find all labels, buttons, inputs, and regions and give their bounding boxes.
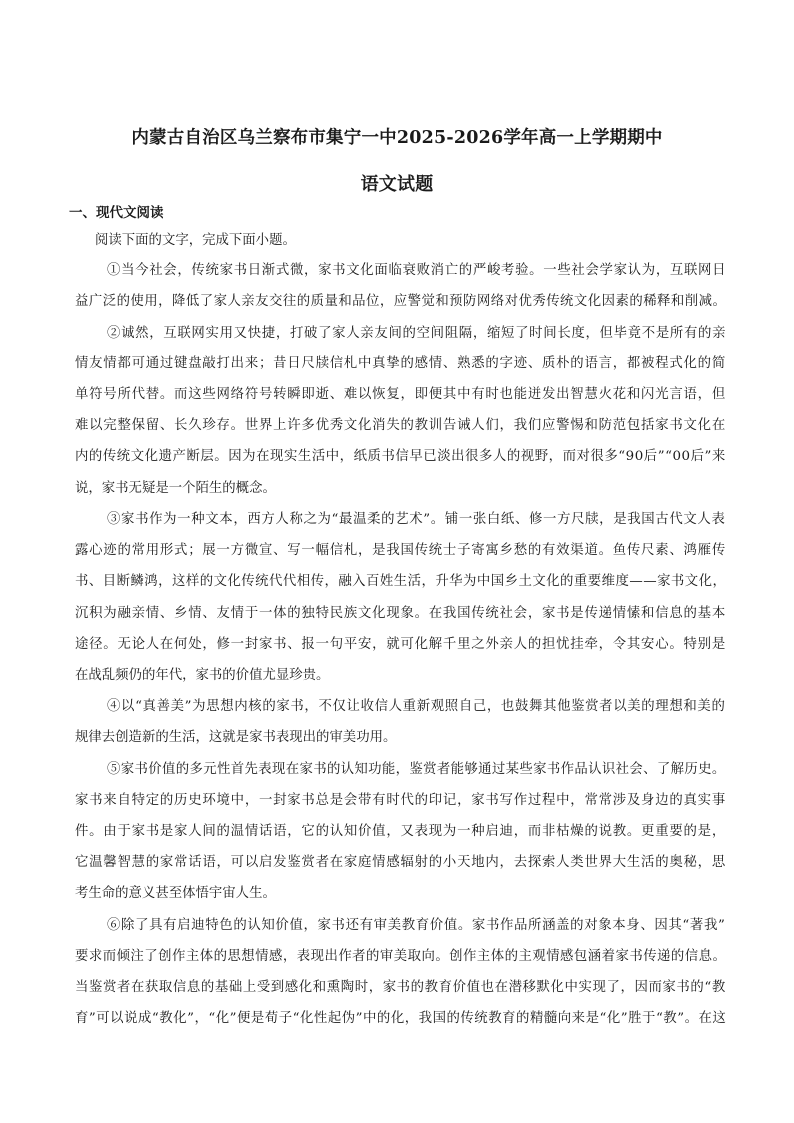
- exam-title: 内蒙古自治区乌兰察布市集宁一中2025-2026学年高一上学期期中: [131, 128, 663, 148]
- text-line: 途径。无论人在何处，修一封家书、报一句平安，就可化解千里之外亲人的担忧挂牵，令其安心。特别是: [75, 637, 726, 652]
- text-line: ④以“真善美”为思想内核的家书，不仅让收信人重新观照自己，也鼓舞其他鉴赏者以美的理想和美的: [107, 699, 726, 714]
- text-line: ②诚然，互联网实用又快捷，打破了家人亲友间的空间阻隔，缩短了时间长度，但毕竟不是所有的亲: [107, 326, 727, 341]
- exam-subtitle: 语文试题: [360, 174, 434, 195]
- text-line: 内的传统文化遗产断层。因为在现实生活中，纸质书信早已淡出很多人的视野，而对很多“90后”“00后”来: [75, 449, 726, 464]
- text-line: 规律去创造新的生活，这就是家书表现出的审美功用。: [75, 730, 397, 745]
- text-line: 说，家书无疑是一个陌生的概念。: [75, 481, 276, 496]
- text-line: 件。由于家书是家人间的温情话语，它的认知价值，又表现为一种启迪，而非枯燥的说教。更重要的是，: [75, 824, 726, 839]
- text-line: ⑥除了具有启迪特色的认知价值，家书还有审美教育价值。家书作品所涵盖的对象本身、因其“著我”: [107, 918, 726, 933]
- text-line: 情友情都可通过键盘敲打出来；昔日尺牍信札中真挚的感情、熟悉的字迹、质朴的语言，都被程式化的简: [75, 356, 726, 371]
- text-line: 考生命的意义甚至体悟宇宙人生。: [75, 886, 276, 901]
- text-line: 露心迹的常用形式；展一方微宣、写一幅信札，是我国传统士子寄寓乡愁的有效渠道。鱼传尺素、鸿雁传: [75, 543, 726, 558]
- text-line: 难以完整保留、长久珍存。世界上许多优秀文化消失的教训告诫人们，我们应警惕和防范包括家书文化在: [75, 418, 726, 433]
- text-line: ③家书作为一种文本，西方人称之为“最温柔的艺术”。铺一张白纸、修一方尺牍，是我国古代文人表: [107, 512, 726, 527]
- text-line: 在战乱频仍的年代，家书的价值尤显珍贵。: [75, 668, 330, 683]
- reading-instruction: 阅读下面的文字，完成下面小题。: [95, 233, 296, 248]
- text-line: 要求而倾注了创作主体的思想情感，表现出作者的审美取向。创作主体的主观情感包涵着家书传递的信息。: [75, 949, 727, 964]
- text-line: ⑤家书价值的多元性首先表现在家书的认知功能，鉴赏者能够通过某些家书作品认识社会、了解历史。: [107, 762, 726, 777]
- text-line: 育”可以说成“教化”，“化”便是荀子“化性起伪”中的化，我国的传统教育的精髓向来是“化”胜于“教”。在这: [75, 1011, 727, 1026]
- text-line: 书、目断鳞鸿，这样的文化传统代代相传，融入百姓生活，升华为中国乡土文化的重要维度——家书文化，: [75, 574, 727, 589]
- text-line: 沉积为融亲情、乡情、友情于一体的独特民族文化现象。在我国传统社会，家书是传递情愫和信息的基本: [75, 606, 726, 621]
- text-line: ①当今社会，传统家书日渐式微，家书文化面临衰败消亡的严峻考验。一些社会学家认为，互联网日: [107, 263, 727, 278]
- text-line: 益广泛的使用，降低了家人亲友交往的质量和品位，应警觉和预防网络对优秀传统文化因素的稀释和削减。: [75, 294, 727, 309]
- text-line: 单符号所代替。而这些网络符号转瞬即逝、难以恢复，即便其中有时也能迸发出智慧火花和闪光言语，但: [75, 387, 726, 402]
- section-heading: 一、现代文阅读: [69, 205, 164, 221]
- text-line: 它温馨智慧的家常话语，可以启发鉴赏者在家庭情感辐射的小天地内，去探索人类世界大生活的奥秘，思: [75, 855, 726, 870]
- text-line: 家书来自特定的历史环境中，一封家书总是会带有时代的印记，家书写作过程中，常常涉及身边的真实事: [75, 793, 726, 808]
- text-line: 当鉴赏者在获取信息的基础上受到感化和熏陶时，家书的教育价值也在潜移默化中实现了，因而家书的“教: [75, 980, 726, 995]
